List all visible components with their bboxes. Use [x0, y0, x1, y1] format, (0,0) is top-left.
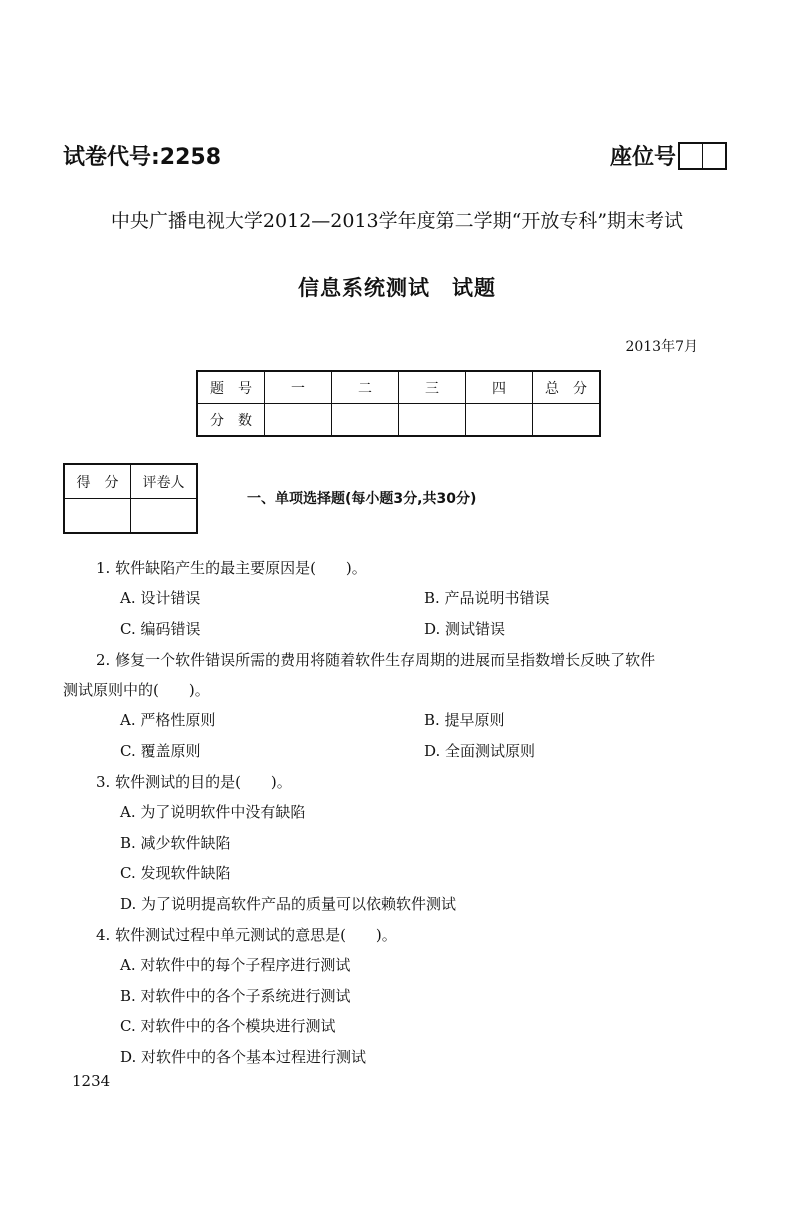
- score-field: [466, 404, 533, 437]
- score-table-cell: 三: [399, 371, 466, 404]
- exam-date: 2013年7月: [625, 339, 698, 355]
- question-2-continued: 测试原则中的( )。: [63, 681, 210, 699]
- seat-number-label: 座位号: [610, 145, 677, 170]
- score-table-cell: 题 号: [197, 371, 265, 404]
- score-table-cell: 四: [466, 371, 533, 404]
- seat-number: [610, 140, 727, 171]
- option: B. 对软件中的各个子系统进行测试: [120, 987, 351, 1005]
- page-number: 1234: [72, 1072, 111, 1090]
- option: C. 发现软件缺陷: [120, 864, 231, 882]
- option: C. 对软件中的各个模块进行测试: [120, 1017, 336, 1035]
- option: A. 严格性原则: [120, 711, 216, 729]
- score-table: [196, 370, 601, 437]
- paper-code: 试卷代号:2258: [63, 145, 222, 170]
- option: D. 为了说明提高软件产品的质量可以依赖软件测试: [120, 895, 457, 913]
- grader-table: [63, 463, 198, 534]
- exam-title: 中央广播电视大学2012—2013学年度第二学期“开放专科”期末考试: [110, 210, 684, 232]
- question-1: 1. 软件缺陷产生的最主要原因是( )。: [96, 559, 367, 577]
- grader-label: 评卷人: [131, 464, 198, 499]
- grader-score-label: 得 分: [64, 464, 131, 499]
- option: C. 覆盖原则: [120, 742, 201, 760]
- question-2: 2. 修复一个软件错误所需的费用将随着软件生存周期的进展而呈指数增长反映了软件: [96, 651, 656, 669]
- score-table-cell: 二: [332, 371, 399, 404]
- score-table-cell: 分 数: [197, 404, 265, 437]
- subject-title: 信息系统测试 试题: [298, 276, 496, 300]
- question-4: 4. 软件测试过程中单元测试的意思是( )。: [96, 926, 397, 944]
- score-field: [332, 404, 399, 437]
- score-field: [399, 404, 466, 437]
- score-table-score-row: [197, 404, 600, 437]
- option: B. 减少软件缺陷: [120, 834, 231, 852]
- option: B. 提早原则: [424, 711, 505, 729]
- option: D. 测试错误: [424, 620, 506, 638]
- grader-name-field: [131, 499, 198, 534]
- option: D. 全面测试原则: [424, 742, 536, 760]
- option: C. 编码错误: [120, 620, 201, 638]
- score-table-cell: 一: [265, 371, 332, 404]
- score-table-header-row: [197, 371, 600, 404]
- option: A. 对软件中的每个子程序进行测试: [120, 956, 351, 974]
- option: A. 设计错误: [120, 589, 201, 607]
- option: A. 为了说明软件中没有缺陷: [120, 803, 306, 821]
- score-table-cell: 总 分: [533, 371, 601, 404]
- option: B. 产品说明书错误: [424, 589, 550, 607]
- grader-score-field: [64, 499, 131, 534]
- score-field: [265, 404, 332, 437]
- seat-number-box: [678, 142, 727, 170]
- option: D. 对软件中的各个基本过程进行测试: [120, 1048, 367, 1066]
- question-3: 3. 软件测试的目的是( )。: [96, 773, 292, 791]
- score-field: [533, 404, 601, 437]
- section-title: 一、单项选择题(每小题3分,共30分): [247, 491, 477, 507]
